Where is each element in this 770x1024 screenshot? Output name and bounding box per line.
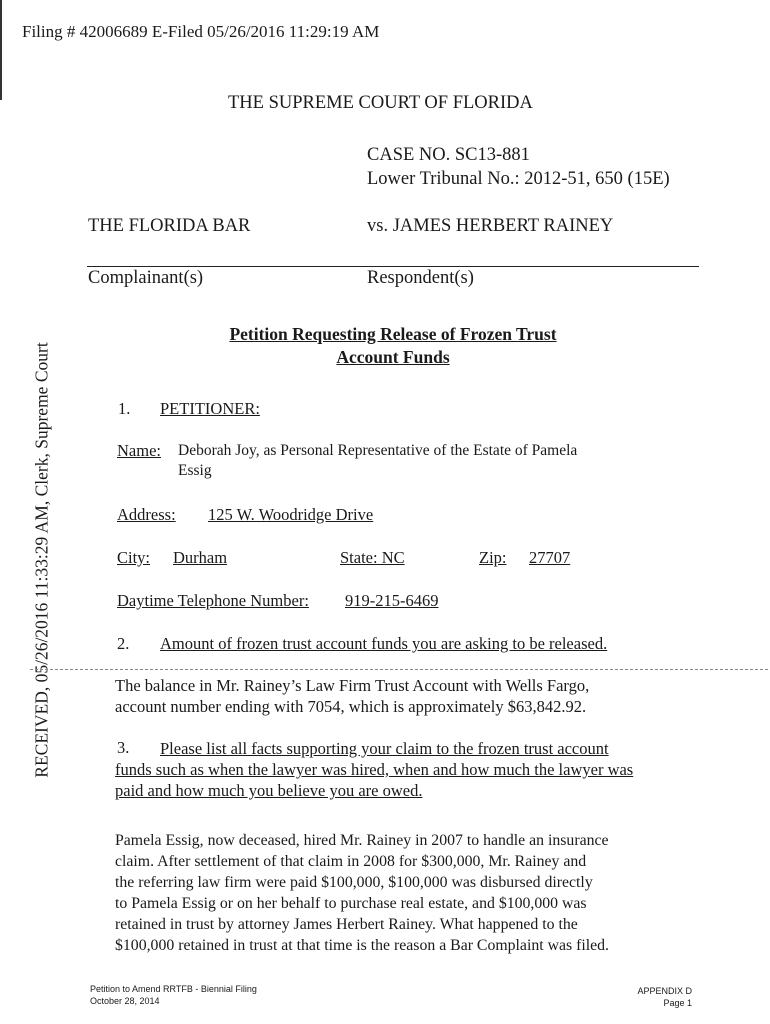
address-value: 125 W. Woodridge Drive (208, 505, 374, 524)
scan-separator-line (30, 669, 768, 670)
state-label: State: NC (340, 548, 405, 567)
section-3-title-line: Please list all facts supporting your claim to the frozen trust account (160, 739, 609, 758)
section-2-body-line: The balance in Mr. Rainey’s Law Firm Trust Account with Wells Fargo, (115, 676, 590, 695)
section-1-number: 1. (118, 399, 131, 418)
section-3-body-line: retained in trust by attorney James Herbert Rainey. What happened to the (115, 916, 578, 933)
section-3-title-line: funds such as when the lawyer was hired, when and how much the lawyer was (115, 760, 634, 779)
complainant-name: THE FLORIDA BAR (88, 216, 251, 236)
footer-date: October 28, 2014 (90, 996, 160, 1006)
zip-value: 27707 (529, 548, 571, 567)
filing-stamp: Filing # 42006689 E-Filed 05/26/2016 11:29:19 AM (22, 22, 380, 41)
section-3-body-line: $100,000 retained in trust at that time is the reason a Bar Complaint was filed. (115, 937, 609, 954)
phone-label: Daytime Telephone Number: (117, 591, 309, 610)
section-1-title: PETITIONER: (160, 399, 260, 418)
section-2-body-line: account number ending with 7054, which is approximately $63,842.92. (115, 697, 587, 716)
city-value: Durham (173, 548, 228, 567)
footer-right (610, 985, 692, 1009)
name-value-line-1: Deborah Joy, as Personal Representative of the Estate of Pamela (178, 442, 578, 459)
section-3-title-line: paid and how much you believe you are owed. (115, 781, 423, 800)
petition-title-line-1: Petition Requesting Release of Frozen Trust (229, 324, 557, 344)
address-label: Address: (117, 505, 176, 524)
court-title: THE SUPREME COURT OF FLORIDA (228, 93, 533, 113)
section-3-body-line: claim. After settlement of that claim in 2008 for $300,000, Mr. Rainey and (115, 853, 587, 870)
footer-page-number: Page 1 (663, 998, 692, 1008)
section-2-number: 2. (117, 634, 130, 653)
respondent-label: Respondent(s) (367, 268, 474, 288)
name-value-line-2: Essig (178, 462, 212, 479)
respondent-name: vs. JAMES HERBERT RAINEY (367, 216, 614, 236)
section-3-body-line: the referring law firm were paid $100,000, $100,000 was disbursed directly (115, 874, 593, 891)
section-2-title: Amount of frozen trust account funds you are asking to be released. (160, 634, 608, 653)
footer-appendix: APPENDIX D (637, 986, 692, 996)
section-2-body (115, 675, 670, 717)
footer-left (90, 983, 257, 1007)
name-label: Name: (117, 441, 161, 460)
caption-divider (87, 266, 699, 267)
section-3-body (115, 830, 675, 956)
scan-edge-mark (0, 0, 2, 100)
section-3-number: 3. (117, 738, 130, 757)
complainant-label: Complainant(s) (88, 268, 204, 288)
footer-document-name: Petition to Amend RRTFB - Biennial Filing (90, 984, 257, 994)
section-3-title (115, 738, 670, 801)
city-label: City: (117, 548, 151, 567)
case-number: CASE NO. SC13-881 (367, 145, 530, 165)
phone-value: 919-215-6469 (345, 591, 439, 610)
section-3-body-line: to Pamela Essig or on her behalf to purchase real estate, and $100,000 was (115, 895, 587, 912)
section-3-body-line: Pamela Essig, now deceased, hired Mr. Rainey in 2007 to handle an insurance (115, 832, 609, 849)
lower-tribunal-number: Lower Tribunal No.: 2012-51, 650 (15E) (367, 169, 670, 189)
received-stamp: RECEIVED, 05/26/2016 11:33:29 AM, Clerk, Supreme Court (31, 342, 52, 778)
petition-title-line-2: Account Funds (336, 347, 450, 367)
zip-label: Zip: (479, 548, 507, 567)
